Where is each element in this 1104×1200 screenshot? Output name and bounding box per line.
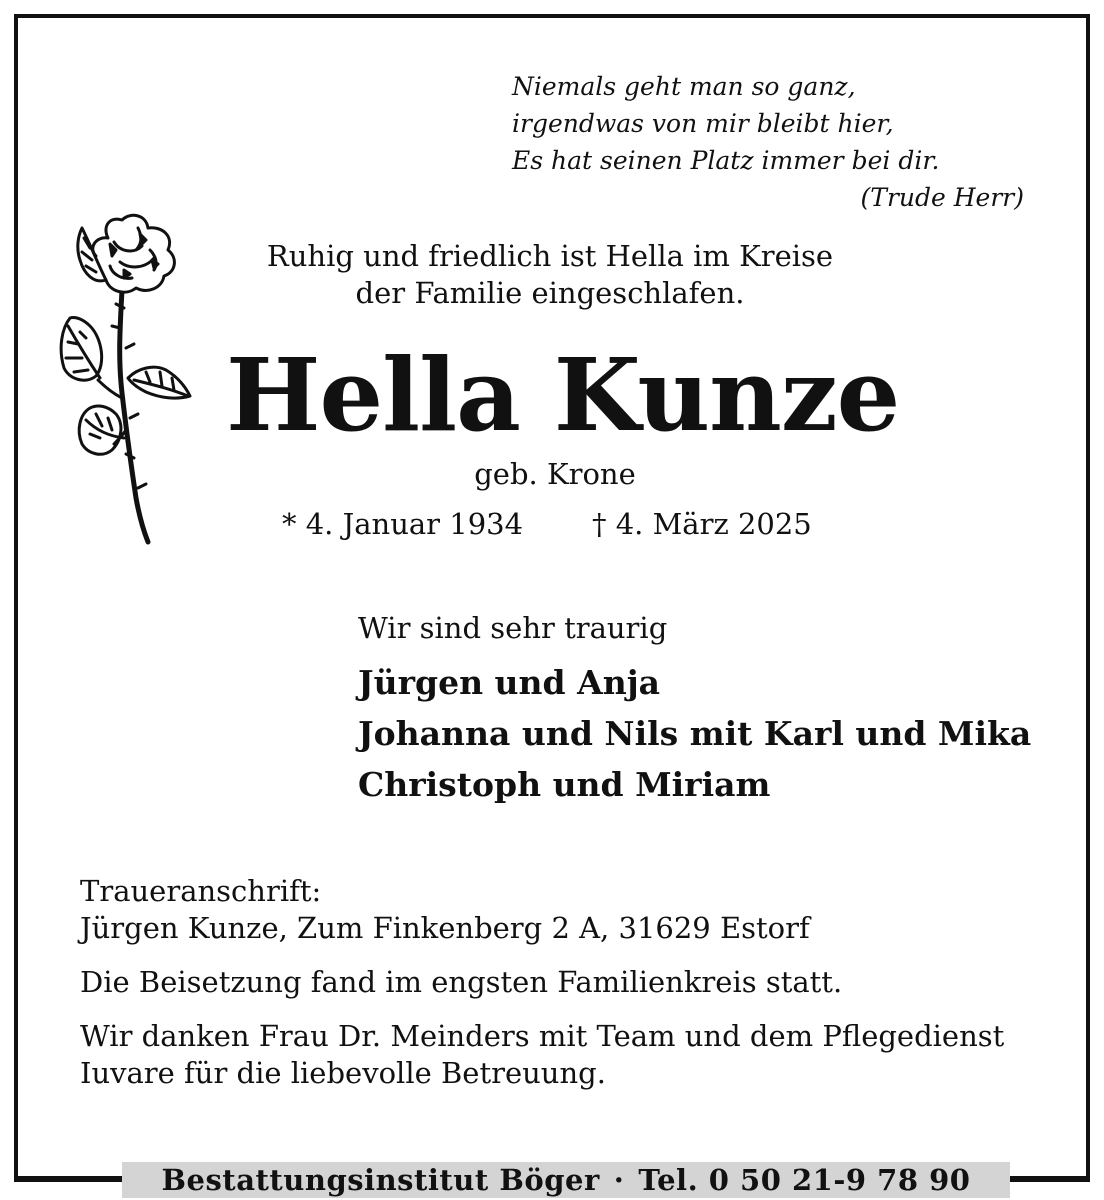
mourning-address: Jürgen Kunze, Zum Finkenberg 2 A, 31629 Estorf [80, 911, 810, 945]
separator-dot: · [613, 1163, 625, 1197]
death-date: † 4. März 2025 [592, 507, 812, 541]
footer-notes [80, 873, 1060, 1092]
undertaker-name: Bestattungsinstitut Böger [161, 1163, 600, 1197]
poem-line: Es hat seinen Platz immer bei dir. [512, 146, 940, 175]
family-list [358, 657, 1048, 810]
rose-icon [50, 208, 200, 548]
family-name: Johanna und Nils mit Karl und Mika [358, 714, 1032, 753]
deceased-name: Hella Kunze [226, 336, 900, 454]
poem-line: irgendwas von mir bleibt hier, [512, 109, 894, 138]
poem-line: Niemals geht man so ganz, [512, 72, 856, 101]
undertaker-bar [14, 1162, 1090, 1198]
maiden-name: geb. Krone [474, 457, 636, 491]
mourners [358, 608, 1048, 810]
family-name: Jürgen und Anja [358, 663, 661, 702]
undertaker-box [122, 1162, 1010, 1198]
burial-note: Die Beisetzung fand im engsten Familienkreis statt. [80, 965, 843, 999]
thanks-line: Wir danken Frau Dr. Meinders mit Team und dem Pflegedienst [80, 1019, 1005, 1053]
intro-line: der Familie eingeschlafen. [355, 276, 745, 310]
poem-author: (Trude Herr) [860, 183, 1024, 212]
mourners-lead: Wir sind sehr traurig [358, 611, 668, 645]
address-label: Traueranschrift: [80, 874, 322, 908]
thanks-line: Iuvare für die liebevolle Betreuung. [80, 1056, 606, 1090]
family-name: Christoph und Miriam [358, 765, 771, 804]
undertaker-phone: Tel. 0 50 21-9 78 90 [638, 1163, 971, 1197]
birth-date: * 4. Januar 1934 [282, 507, 524, 541]
intro-line: Ruhig und friedlich ist Hella im Kreise [266, 239, 834, 273]
intro-text [220, 238, 880, 312]
poem [512, 68, 1024, 216]
